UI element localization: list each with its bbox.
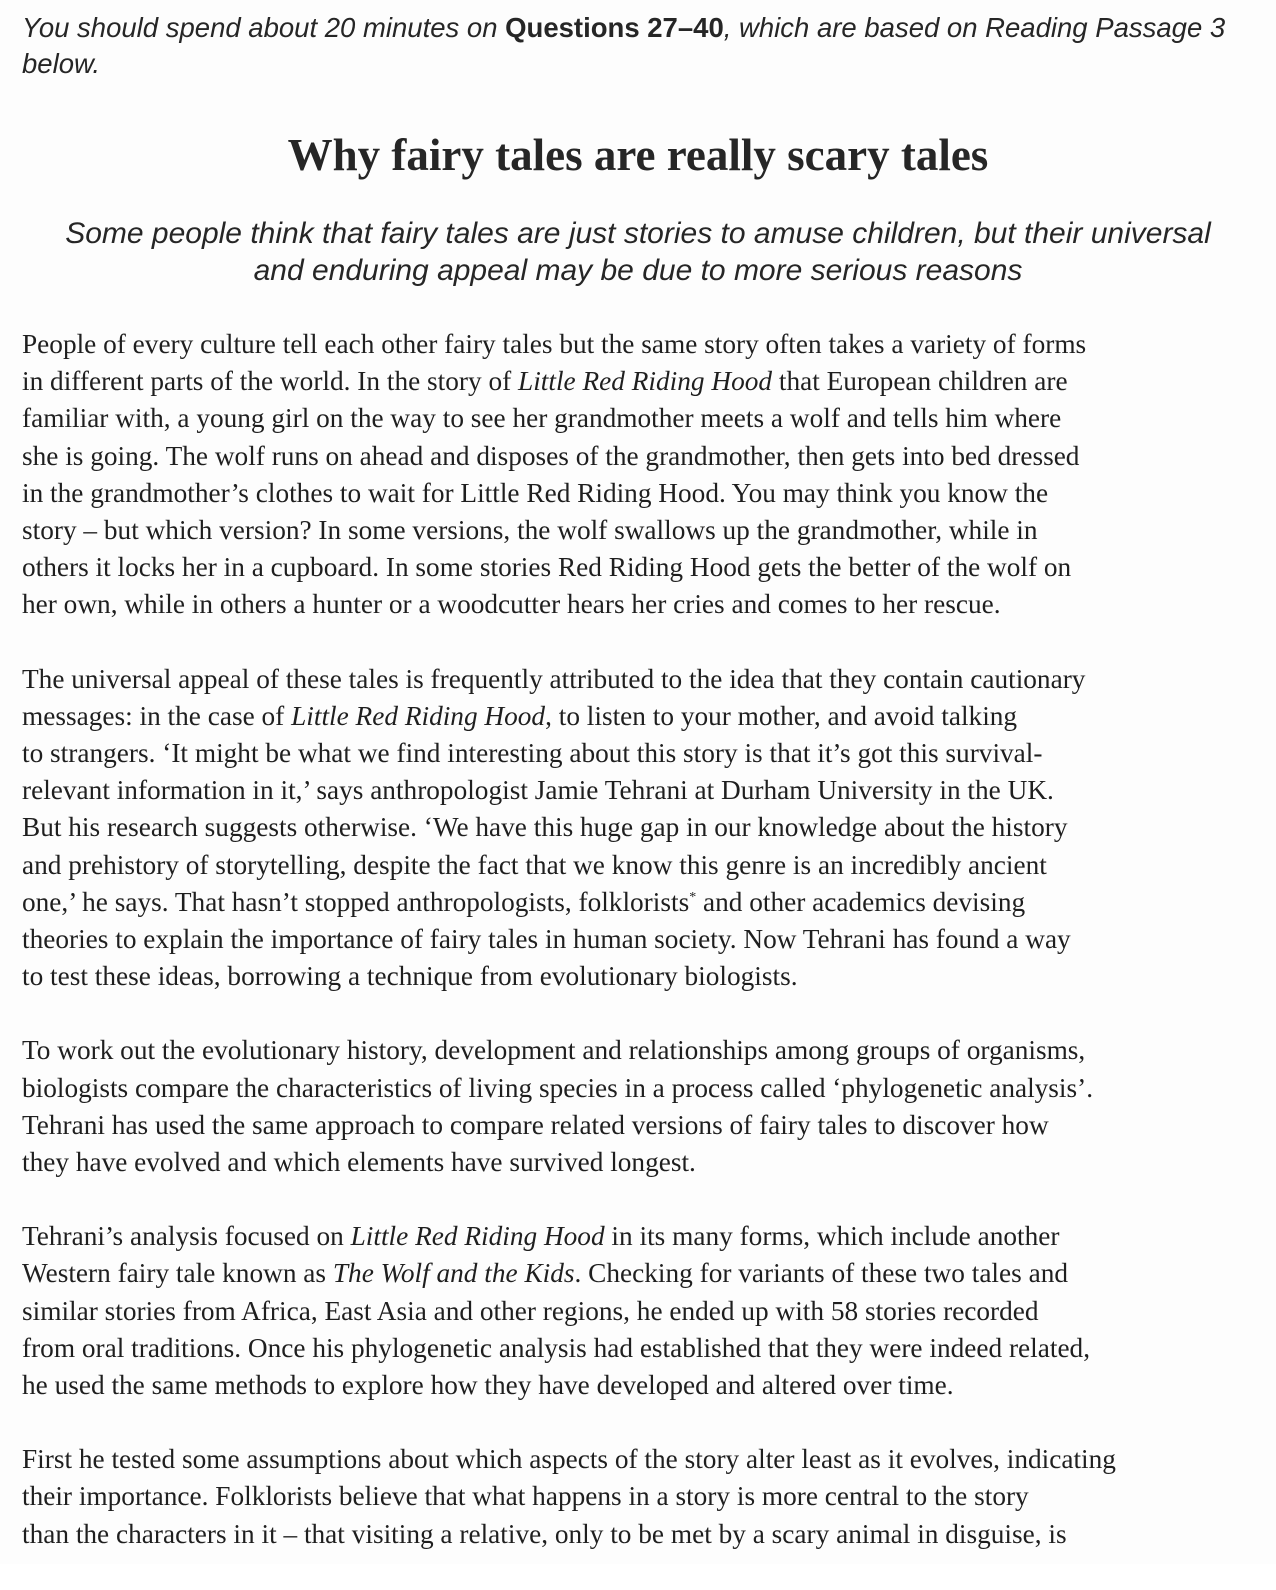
text-run: one,’ he says. That hasn’t stopped anthropologists, folklorists [22,886,690,917]
paragraph-line [22,1330,1258,1367]
paragraph-line [22,809,1258,846]
paragraph-line [22,1441,1258,1478]
paragraph-line [22,1218,1258,1255]
paragraph-3 [22,1032,1258,1181]
passage-title: Why fairy tales are really scary tales [287,130,989,180]
text-run: to test these ideas, borrowing a technique from evolutionary biologists. [22,961,798,992]
instructions [22,10,1257,82]
paragraph-line [22,1516,1258,1553]
passage-body [22,326,1258,1590]
paragraph-line [22,586,1258,623]
paragraph-line [22,1255,1258,1292]
paragraph-line [22,921,1258,958]
paragraph-line [22,400,1258,437]
paragraph-line [22,884,1258,921]
instructions-question-range: Questions 27–40 [505,12,724,43]
paragraph-line [22,1144,1258,1181]
text-run: Tehrani’s analysis focused on [22,1221,351,1252]
instructions-pre: You should spend about 20 minutes on [22,12,506,43]
text-run: in the grandmother’s clothes to wait for Little Red Riding Hood. You may think you know the [22,477,1049,508]
text-run: in its many forms, which include another [604,1221,1060,1252]
paragraph-line [22,512,1258,549]
text-run: their importance. Folklorists believe that what happens in a story is more central to the story [22,1481,1029,1512]
text-run: her own, while in others a hunter or a woodcutter hears her cries and comes to her rescue. [22,589,1001,620]
italic-title: Little Red Riding Hood [291,700,546,731]
text-run: First he tested some assumptions about which aspects of the story alter least as it evolves, indicating [22,1444,1116,1475]
paragraph-2 [22,661,1258,996]
text-run: from oral traditions. Once his phylogenetic analysis had established that they were indeed related, [22,1332,1091,1363]
italic-title: Little Red Riding Hood [518,366,773,397]
text-run: familiar with, a young girl on the way to see her grandmother meets a wolf and tells him where [22,403,1062,434]
text-run: But his research suggests otherwise. ‘We have this huge gap in our knowledge about the history [22,812,1068,843]
instructions-post: , which are based on Reading Passage 3 below. [22,12,1226,79]
text-run: . Checking for variants of these two tales and [574,1258,1068,1289]
paragraph-line [22,661,1258,698]
text-run: biologists compare the characteristics of living species in a process called ‘phylogenetic analysis’. [22,1072,1094,1103]
text-run: messages: in the case of [22,700,292,731]
paragraph-line [22,1032,1258,1069]
text-run: she is going. The wolf runs on ahead and disposes of the grandmother, then gets into bed dressed [22,440,1080,471]
paragraph-line [22,698,1258,735]
text-run: story – but which version? In some versions, the wolf swallows up the grandmother, while in [22,515,1038,546]
text-run: Western fairy tale known as [22,1258,333,1289]
paragraph-line [22,326,1258,363]
paragraph-line [22,1293,1258,1330]
text-run: they have evolved and which elements have survived longest. [22,1147,696,1178]
paragraph-line [22,1478,1258,1515]
paragraph-line [22,847,1258,884]
text-run: similar stories from Africa, East Asia and other regions, he ended up with 58 stories recorded [22,1295,1039,1326]
text-run: in different parts of the world. In the story of [22,366,519,397]
paragraph-line [22,438,1258,475]
text-run: others it locks her in a cupboard. In some stories Red Riding Hood gets the better of the wolf on [22,552,1072,583]
text-run: he used the same methods to explore how they have developed and altered over time. [22,1370,954,1401]
text-run: to strangers. ‘It might be what we find interesting about this story is that it’s got this survival- [22,738,1043,769]
text-run: that European children are [772,366,1068,397]
text-run: To work out the evolutionary history, development and relationships among groups of organisms, [22,1035,1086,1066]
paragraph-line [22,772,1258,809]
text-run: , to listen to your mother, and avoid talking [545,700,1018,731]
paragraph-line [22,735,1258,772]
paragraph-1 [22,326,1258,624]
italic-title: Little Red Riding Hood [350,1221,605,1252]
paragraph-line [22,1070,1258,1107]
paragraph-line [22,1367,1258,1404]
paragraph-4 [22,1218,1258,1404]
text-run: theories to explain the importance of fairy tales in human society. Now Tehrani has found a way [22,924,1071,955]
paragraph-line [22,475,1258,512]
paragraph-line [22,1107,1258,1144]
passage-subtitle: Some people think that fairy tales are just stories to amuse children, but their universal and enduring appeal may be due to more serious reasons [65,217,1211,287]
text-run: than the characters in it – that visiting a relative, only to be met by a scary animal in disguise, is [22,1518,1067,1549]
paragraph-line [22,549,1258,586]
text-run: Tehrani has used the same approach to compare related versions of fairy tales to discover how [22,1109,1049,1140]
text-run: and prehistory of storytelling, despite the fact that we know this genre is an incredibly ancient [22,849,1047,880]
text-run: relevant information in it,’ says anthropologist Jamie Tehrani at Durham University in the UK. [22,775,1054,806]
italic-title: The Wolf and the Kids [332,1258,575,1289]
footnote-marker: * [689,889,697,905]
paragraph-line [22,958,1258,995]
paragraph-5 [22,1441,1258,1553]
text-run: and other academics devising [696,886,1026,917]
paragraph-line [22,363,1258,400]
text-run: People of every culture tell each other fairy tales but the same story often takes a variety of forms [22,329,1087,359]
text-run: The universal appeal of these tales is frequently attributed to the idea that they contain cautionary [22,663,1086,694]
